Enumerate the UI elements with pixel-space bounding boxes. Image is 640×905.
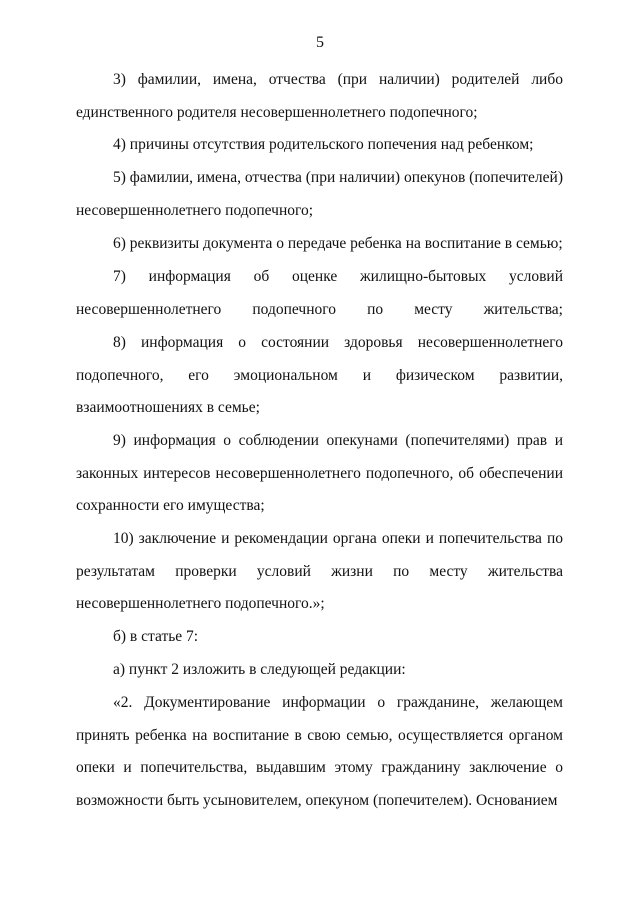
paragraph-point-2-text: «2. Документирование информации о гражданине, желающем принять ребенка на воспитание в свою семью, осуществляется органом опеки и попечительства, выдавшим этому гражданину заключение о возможности быть усыновителем, опекуном (попечителем). Основанием (76, 694, 563, 809)
paragraph-item-3: 3) фамилии, имена, отчества (при наличии) родителей либо единственного родителя несовершеннолетнего подопечного; (76, 71, 563, 121)
paragraph-item-6: 6) реквизиты документа о передаче ребенка на воспитание в семью; (113, 235, 563, 252)
paragraph-item-9: 9) информация о соблюдении опекунами (попечителями) прав и законных интересов несовершеннолетнего подопечного, об обеспечении сохранности его имущества; (76, 432, 563, 515)
paragraph-item-10: 10) заключение и рекомендации органа опеки и попечительства по результатам проверки условий жизни по месту жительства несовершеннолетнего подопечного.»; (76, 530, 563, 613)
paragraph-article-7: б) в статье 7: (113, 628, 199, 645)
paragraph-item-4: 4) причины отсутствия родительского попечения над ребенком; (113, 136, 534, 153)
page-number: 5 (316, 34, 324, 51)
paragraph-item-5: 5) фамилии, имена, отчества (при наличии) опекунов (попечителей) несовершеннолетнего подопечного; (76, 169, 563, 219)
paragraph-point-2-intro: а) пункт 2 изложить в следующей редакции: (113, 661, 406, 678)
paragraph-item-7: 7) информация об оценке жилищно-бытовых условий несовершеннолетнего подопечного по месту жительства; (76, 268, 563, 318)
paragraph-item-8: 8) информация о состоянии здоровья несовершеннолетнего подопечного, его эмоциональном и физическом развитии, взаимоотношениях в семье; (76, 334, 563, 417)
